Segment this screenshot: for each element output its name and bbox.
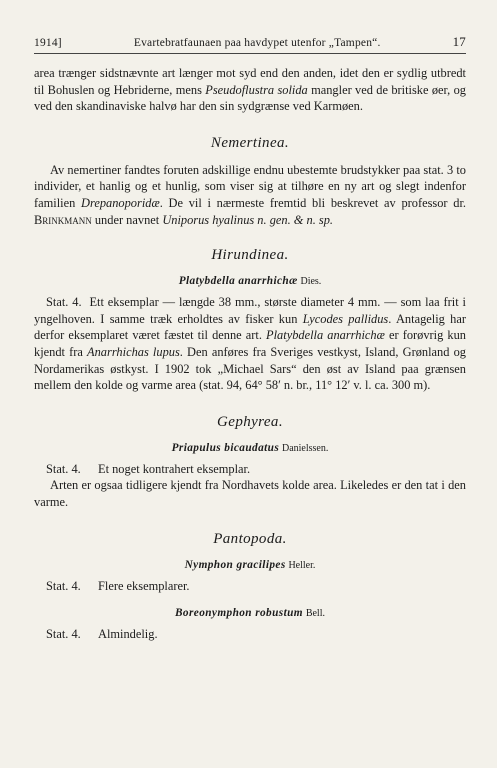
intro-text-2: mangler ved de britiske øer, og ved den skandinaviske halvø har den sin sydgrænse ved Karmøen. (34, 82, 467, 114)
intro-text-1: area trænger sidstnævnte art længer mot syd end den anden, idet den er sydlig utbredt til Bohuslen og Hebriderne, mens (34, 66, 466, 97)
stat-label: Stat. 4. (46, 295, 82, 310)
species-priapulus (34, 441, 466, 456)
stat-label: Stat. 4. (46, 627, 81, 642)
species-platybdella (34, 274, 466, 289)
species-authority: Heller. (288, 559, 316, 571)
species-name: Nymphon gracilipes (184, 558, 286, 571)
heading-pantopoda: Pantopoda. (213, 530, 287, 547)
heading-hirundinea: Hirundinea. (211, 247, 289, 264)
species-authority: Danielssen. (281, 442, 329, 454)
hirundinea-text-2: . Antagelig har derfor eksemplaret været fæstet til denne art. (34, 311, 466, 343)
hirundinea-text-3: er forøvrig kun kjendt fra (34, 328, 466, 359)
running-header (34, 34, 466, 54)
page-number: 17 (452, 34, 466, 49)
nemertinea-family: Drepanoporidæ (81, 195, 160, 210)
heading-gephyrea: Gephyrea. (217, 413, 283, 430)
nemertinea-author: Brinkmann (34, 212, 92, 227)
nemertinea-text-3: under navnet (91, 212, 163, 227)
gephyrea-paragraph: Arten er ogsaa tidligere kjendt fra Nordhavets kolde area. Likeledes er den tat i den varme. (34, 478, 466, 509)
hirundinea-fish-2: Anarrhichas lupus (87, 344, 180, 359)
nemertinea-paragraph (34, 162, 466, 228)
stat-text: Almindelig. (98, 627, 158, 642)
species-nymphon (34, 558, 466, 573)
hirundinea-fish-1: Lycodes pallidus (302, 311, 389, 326)
species-authority: Bell. (305, 608, 325, 620)
species-name: Platybdella anarrhichæ (178, 275, 298, 288)
header-year: 1914] (34, 37, 62, 49)
species-name: Boreonymphon robustum (175, 607, 303, 620)
nemertinea-new-species: Uniporus hyalinus n. gen. & n. sp. (162, 212, 334, 227)
stat-text: Et noget kontrahert eksemplar. (98, 461, 251, 476)
stat-text: Flere eksemplarer. (98, 578, 190, 593)
hirundinea-species-2: Platybdella anarrhichæ (266, 328, 385, 343)
species-authority: Dies. (300, 276, 322, 288)
hirundinea-text-4: . Den anføres fra Sveriges vestkyst, Island, Grønland og Nordamerikas østkyst. I 1902 tok „Michael Sars“ den øst av Island paa grænsen mellem den kolde og varme area (stat. 94, 64° 58′ n. br., 11° 12′ v. l. ca. 300 m). (34, 344, 466, 393)
gephyrea-stat (34, 461, 466, 478)
hirundinea-paragraph (34, 294, 466, 394)
nemertinea-text-1: Av nemertiner fandtes foruten adskillige endnu ubestemte brudstykker paa stat. 3 to individer, et hanlig og et hunlig, som viser sig at tilhøre en ny art og slegt indenfor familien (34, 162, 466, 210)
species-boreonymphon (34, 606, 466, 621)
pantopoda-stat-1 (34, 578, 466, 595)
stat-label: Stat. 4. (46, 578, 81, 593)
heading-nemertinea: Nemertinea. (210, 134, 290, 151)
page (34, 34, 466, 643)
stat-label: Stat. 4. (46, 461, 81, 476)
nemertinea-text-2: . De vil i nærmeste fremtid bli beskrevet av professor dr. (159, 195, 466, 210)
running-title: Evartebratfaunaen paa havdypet utenfor „Tampen“. (133, 37, 381, 49)
intro-paragraph (34, 65, 466, 115)
pantopoda-stat-2 (34, 626, 466, 643)
intro-taxon: Pseudoflustra solida (205, 82, 308, 97)
hirundinea-text-1: Ett eksemplar — længde 38 mm., største diameter 4 mm. — som laa frit i yngelhoven. I samme træk erholdtes av fisker kun (34, 295, 467, 326)
species-name: Priapulus bicaudatus (171, 441, 280, 454)
